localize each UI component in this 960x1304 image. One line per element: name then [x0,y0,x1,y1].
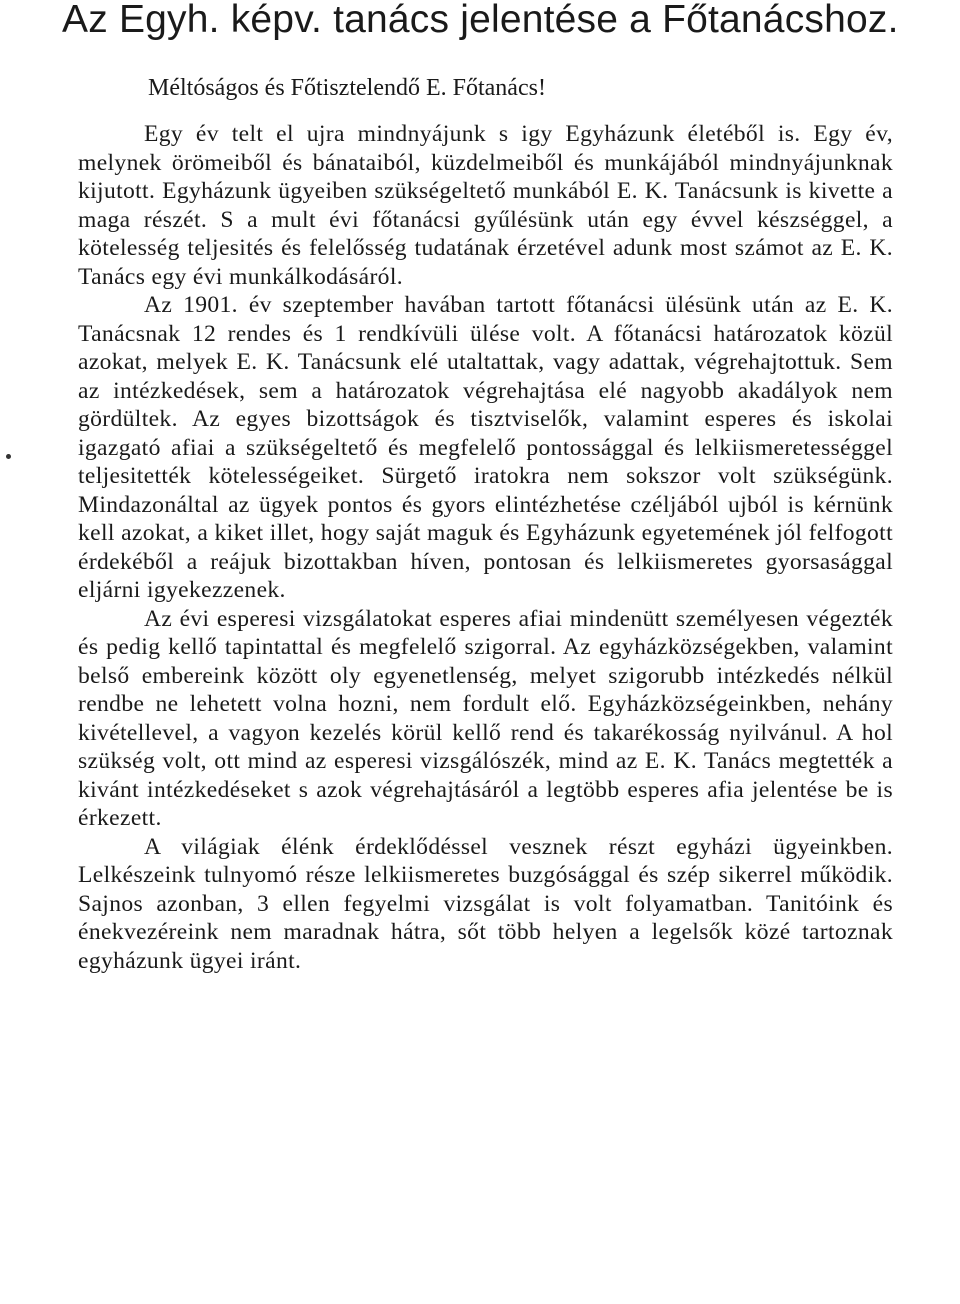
paragraph-1: Egy év telt el ujra mindnyájunk s igy Egyházunk életéből is. Egy év, melynek örömeiből és bánataiból, küzdelmeiből és munkájából mindnyájunknak kijutott. Egyházunk ügyeiben szükségeltető munkából E. K. Tanácsunk is kivette a maga részét. S a mult évi főtanácsi gyűlésünk után egy évvel készséggel, a kötelesség teljesités és felelősség tudatának érzetével adunk most számot az E. K. Tanács egy évi munkálkodásáról. [78,121,893,290]
paragraph-3: Az évi esperesi vizsgálatokat esperes afiai mindenütt személyesen végezték és pedig kellő tapintattal és megfelelő szigorral. Az egyházközségekben, valamint belső embereink között oly egyenetlenség, melyet szigorubb intézkedés nélkül rendbe ne lehetett volna hozni, nem fordult elő. Egyházközségeinkben, nehány kivétellevel, a vagyon kezelés körül kellő rend és takarékosság nyilvánul. A hol szükség volt, ott mind az esperesi vizsgálószék, mind az E. K. Tanács megtették a kivánt intézkedéseket s azok végrehajtásáról a legtöbb esperes afia jelentése be is érkezett. [78,605,893,831]
document-title: Az Egyh. képv. tanács jelentése a Főtanácshoz. [62,0,899,41]
paragraph-2: Az 1901. év szeptember havában tartott főtanácsi ülésünk után az E. K. Tanácsnak 12 rendes és 1 rendkívüli ülése volt. A főtanácsi határozatok közül azokat, melyek E. K. Tanácsunk elé utaltattak, vagy adattak, végrehajtottuk. Sem az intézkedések, sem a határozatok végrehajtása elé nagyobb akadályok nem gördültek. Az egyes bizottságok és tisztviselők, valamint esperes és iskolai igazgató afiai a szükségeltető és megfelelő pontossággal és lelkiismeretességgel teljesitették kötelességeiket. Sürgető iratokra nem sokszor volt szükségünk. Mindazonáltal az ügyek pontos és gyors elintézhetése czéljából ujból is kérnünk kell azokat, a kiket illet, hogy saját maguk és Egyházunk egyetemének jól felfogott érdekéből a reájuk bizottakban híven, pontosan és lelkiismeretes gyorsasággal eljárni igyekezzenek. [78,292,893,603]
salutation: Méltóságos és Főtisztelendő E. Főtanács! [148,75,546,101]
margin-mark [6,454,11,459]
body-text [78,120,893,975]
paragraph-4: A világiak élénk érdeklődéssel vesznek részt egyházi ügyeinkben. Lelkészeink tulnyomó része lelkiismeretes buzgósággal és szép sikerrel működik. Sajnos azonban, 3 ellen fegyelmi vizsgálat is volt folyamatban. Tanitóink és énekvezéreink nem maradnak hátra, sőt több helyen a legelsők közé tartoznak egyházunk ügyei iránt. [78,833,893,974]
